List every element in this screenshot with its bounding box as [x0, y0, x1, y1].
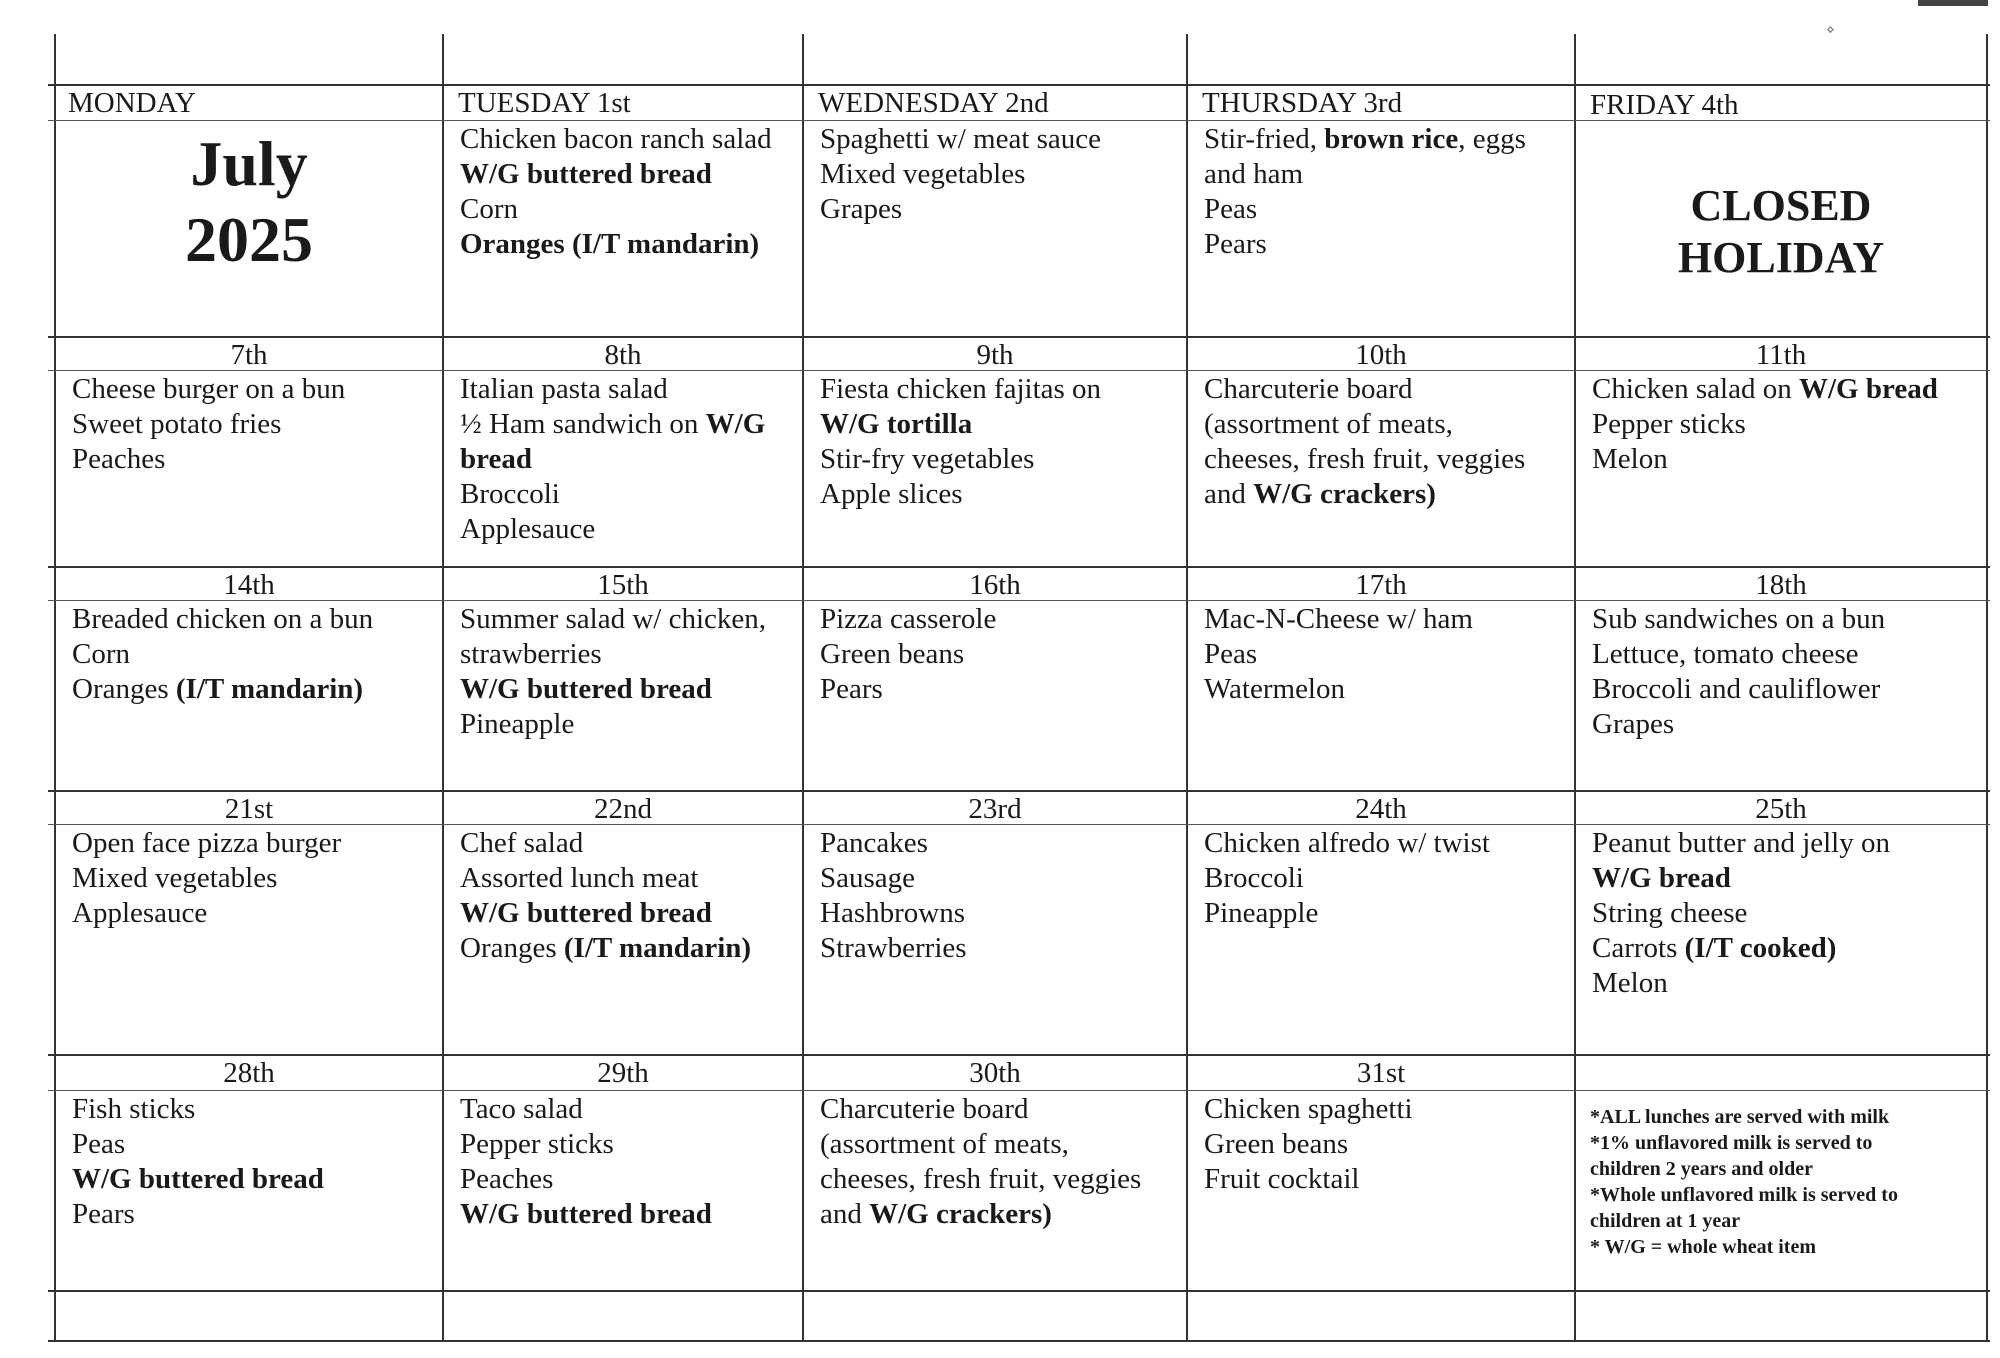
menu-item [1592, 861, 1970, 896]
menu-item [72, 861, 426, 896]
menu-text-bold: W/G bread [1592, 862, 1731, 894]
date-label-tuesday: 15th [597, 569, 649, 601]
menu-item [460, 931, 786, 966]
menu-text: Pineapple [1204, 897, 1319, 929]
menu-item [820, 372, 1170, 407]
menu-text: Mac-N-Cheese w/ ham [1204, 603, 1473, 635]
menu-cell-friday [1576, 602, 1986, 742]
menu-text: Broccoli [1204, 862, 1304, 894]
page-corner-mark [1918, 0, 1988, 6]
menu-text: Watermelon [1204, 673, 1345, 705]
menu-text: Chicken spaghetti [1204, 1093, 1413, 1125]
menu-text: Breaded chicken on a bun [72, 603, 374, 635]
menu-item [820, 672, 1170, 707]
note-line: * W/G = whole wheat item [1590, 1236, 1817, 1258]
grid-line [1986, 34, 1988, 1342]
menu-item [460, 1162, 786, 1197]
menu-item [1204, 122, 1558, 157]
menu-cell-thursday [1188, 826, 1574, 931]
menu-text: Mixed vegetables [820, 158, 1026, 190]
menu-text-bold: (I/T mandarin) [175, 673, 364, 705]
menu-cell-friday [1576, 826, 1986, 1001]
menu-text-bold: bread [460, 443, 532, 475]
menu-text: and ham [1204, 158, 1304, 190]
menu-item [820, 1162, 1170, 1197]
grid-line [48, 1090, 1990, 1091]
menu-text-bold: W/G bread [1798, 373, 1938, 405]
menu-item [1592, 826, 1970, 861]
menu-text-bold: W/G buttered bread [72, 1163, 324, 1195]
menu-item [1592, 407, 1970, 442]
menu-item [460, 1127, 786, 1162]
menu-text-bold: (I/T mandarin) [563, 932, 752, 964]
menu-cell-tuesday-1st [444, 122, 802, 262]
date-label-friday: 11th [1755, 339, 1807, 371]
year-title: 2025 [185, 204, 313, 275]
menu-cell-thursday-3rd [1188, 122, 1574, 262]
menu-text: Hashbrowns [820, 897, 965, 929]
menu-text: Peanut butter and jelly on [1592, 827, 1890, 859]
note-line: *1% unflavored milk is served to [1590, 1132, 1873, 1154]
menu-text: Pears [1204, 228, 1267, 260]
menu-text-bold: brown rice [1324, 123, 1459, 155]
menu-item [1204, 1092, 1558, 1127]
menu-item [1592, 637, 1970, 672]
menu-cell-wednesday [804, 826, 1186, 966]
menu-text: Corn [72, 638, 130, 670]
menu-item [460, 157, 786, 192]
menu-item [820, 442, 1170, 477]
menu-text: Assorted lunch meat [460, 862, 699, 894]
menu-item [72, 1127, 426, 1162]
menu-text: Green beans [1204, 1128, 1349, 1160]
grid-line [48, 1340, 1990, 1342]
date-label-thursday: 10th [1355, 339, 1407, 371]
menu-text: Mixed vegetables [72, 862, 278, 894]
menu-item [820, 1127, 1170, 1162]
date-label-wednesday: 16th [969, 569, 1021, 601]
menu-item [820, 861, 1170, 896]
menu-text-bold: W/G buttered bread [460, 1198, 712, 1230]
menu-text: Italian pasta salad [460, 373, 668, 405]
menu-item [1204, 477, 1558, 512]
milk-notes [1576, 1104, 1986, 1260]
menu-text: Open face pizza burger [72, 827, 342, 859]
menu-text: Green beans [820, 638, 965, 670]
menu-cell-friday [1576, 372, 1986, 477]
note-line: *ALL lunches are served with milk [1590, 1106, 1890, 1128]
menu-text: and [1204, 478, 1254, 510]
menu-text: Pineapple [460, 708, 575, 740]
date-label-wednesday: 9th [976, 339, 1014, 371]
menu-item [1592, 672, 1970, 707]
menu-text: and [820, 1198, 870, 1230]
grid-line [48, 1290, 1990, 1292]
menu-text: Peaches [460, 1163, 554, 1195]
header-monday: MONDAY [68, 87, 196, 119]
menu-text: Taco salad [460, 1093, 583, 1125]
menu-text: Summer salad w/ chicken, [460, 603, 767, 635]
date-label-tuesday: 8th [604, 339, 642, 371]
menu-text: Peas [1204, 193, 1258, 225]
menu-item [460, 826, 786, 861]
menu-text: Pepper sticks [1592, 408, 1746, 440]
menu-text-bold: W/G [705, 408, 766, 440]
menu-item [1204, 826, 1558, 861]
menu-text: Pears [820, 673, 883, 705]
menu-item [460, 896, 786, 931]
menu-item [1204, 442, 1558, 477]
menu-item [460, 707, 786, 742]
menu-item [1592, 372, 1970, 407]
menu-text: Chef salad [460, 827, 584, 859]
menu-item [460, 477, 786, 512]
scan-speck: ⋄ [1826, 23, 1835, 38]
menu-item [820, 602, 1170, 637]
menu-text: Grapes [820, 193, 903, 225]
menu-cell-tuesday [444, 602, 802, 742]
menu-text: Broccoli and cauliflower [1592, 673, 1881, 705]
menu-text: Peaches [72, 443, 166, 475]
note-line: *Whole unflavored milk is served to [1590, 1184, 1898, 1206]
menu-text: (assortment of meats, [820, 1128, 1069, 1160]
menu-item [72, 1162, 426, 1197]
menu-item [1204, 157, 1558, 192]
note-line: children 2 years and older [1590, 1158, 1813, 1180]
closed-label: CLOSED [1690, 181, 1872, 230]
date-label-monday: 21st [224, 793, 274, 825]
menu-text: Oranges [460, 932, 564, 964]
menu-item [460, 861, 786, 896]
menu-text: Charcuterie board [820, 1093, 1029, 1125]
menu-cell-tuesday [444, 826, 802, 966]
menu-text: Sausage [820, 862, 916, 894]
date-label-thursday: 17th [1355, 569, 1407, 601]
menu-item [460, 512, 786, 547]
menu-item [1204, 192, 1558, 227]
menu-cell-wednesday-2nd [804, 122, 1186, 227]
menu-text: Applesauce [72, 897, 208, 929]
date-label-wednesday: 23rd [968, 793, 1022, 825]
menu-text: Pepper sticks [460, 1128, 614, 1160]
menu-text: Stir-fry vegetables [820, 443, 1035, 475]
menu-item [1592, 442, 1970, 477]
header-tuesday: TUESDAY 1st [458, 87, 631, 119]
menu-text: Chicken salad on [1592, 373, 1799, 405]
menu-item [1592, 602, 1970, 637]
header-thursday: THURSDAY 3rd [1202, 87, 1403, 119]
menu-item [460, 227, 786, 262]
menu-item [820, 1092, 1170, 1127]
month-title: July [190, 128, 308, 199]
menu-text-bold: W/G crackers) [1253, 478, 1436, 510]
menu-text: ½ Ham sandwich on [460, 408, 706, 440]
menu-text: cheeses, fresh fruit, veggies [1204, 443, 1526, 475]
menu-text: Melon [1592, 443, 1668, 475]
menu-item [460, 1092, 786, 1127]
menu-text: Broccoli [460, 478, 560, 510]
menu-item [72, 1092, 426, 1127]
menu-text: Sweet potato fries [72, 408, 282, 440]
menu-item [820, 407, 1170, 442]
menu-cell-wednesday [804, 1092, 1186, 1232]
note-line: children at 1 year [1590, 1210, 1741, 1232]
menu-item [460, 407, 786, 442]
menu-item [460, 372, 786, 407]
menu-text: Apple slices [820, 478, 963, 510]
menu-item [1592, 966, 1970, 1001]
menu-cell-monday [56, 1092, 442, 1232]
menu-item [72, 602, 426, 637]
menu-item [1204, 637, 1558, 672]
date-label-tuesday: 29th [597, 1057, 649, 1089]
menu-item [820, 896, 1170, 931]
menu-text-bold: W/G tortilla [820, 408, 973, 440]
menu-text: Pizza casserole [820, 603, 997, 635]
menu-text: Charcuterie board [1204, 373, 1413, 405]
menu-item [72, 407, 426, 442]
menu-cell-wednesday [804, 372, 1186, 512]
date-label-monday: 7th [230, 339, 268, 371]
menu-cell-monday [56, 372, 442, 477]
menu-cell-wednesday [804, 602, 1186, 707]
menu-item [72, 826, 426, 861]
menu-item [820, 477, 1170, 512]
menu-cell-tuesday [444, 1092, 802, 1232]
menu-text: strawberries [460, 638, 602, 670]
menu-text: Peas [72, 1128, 126, 1160]
menu-text: Melon [1592, 967, 1668, 999]
menu-text: Lettuce, tomato cheese [1592, 638, 1859, 670]
menu-item [460, 442, 786, 477]
menu-item [820, 122, 1170, 157]
menu-text: Chicken bacon ranch salad [460, 123, 772, 155]
menu-item [1592, 707, 1970, 742]
date-label-thursday: 24th [1355, 793, 1407, 825]
menu-item [72, 442, 426, 477]
menu-text: Pancakes [820, 827, 928, 859]
menu-text: (assortment of meats, [1204, 408, 1453, 440]
menu-item [820, 192, 1170, 227]
menu-cell-tuesday [444, 372, 802, 547]
menu-item [1204, 1162, 1558, 1197]
menu-item [1204, 372, 1558, 407]
menu-item [820, 826, 1170, 861]
menu-item [1204, 861, 1558, 896]
header-wednesday: WEDNESDAY 2nd [818, 87, 1049, 119]
menu-item [820, 1197, 1170, 1232]
menu-text: Spaghetti w/ meat sauce [820, 123, 1102, 155]
menu-item [72, 1197, 426, 1232]
menu-item [820, 157, 1170, 192]
date-label-monday: 28th [223, 1057, 275, 1089]
menu-text: , eggs [1458, 123, 1526, 155]
menu-item [72, 672, 426, 707]
menu-item [460, 122, 786, 157]
menu-text: Sub sandwiches on a bun [1592, 603, 1886, 635]
menu-text: Grapes [1592, 708, 1675, 740]
menu-cell-thursday [1188, 602, 1574, 707]
menu-item [1592, 931, 1970, 966]
date-label-tuesday: 22nd [594, 793, 652, 825]
menu-item [460, 637, 786, 672]
menu-item [460, 672, 786, 707]
menu-cell-monday [56, 602, 442, 707]
menu-text: Corn [460, 193, 518, 225]
menu-item [72, 896, 426, 931]
menu-item [1204, 407, 1558, 442]
menu-text: Applesauce [460, 513, 596, 545]
menu-cell-monday [56, 826, 442, 931]
menu-cell-thursday [1188, 1092, 1574, 1197]
menu-text-bold: W/G buttered bread [460, 897, 712, 929]
menu-item [1204, 896, 1558, 931]
menu-text: Stir-fried, [1204, 123, 1325, 155]
menu-item [820, 931, 1170, 966]
menu-item [460, 602, 786, 637]
date-label-friday: 18th [1755, 569, 1807, 601]
menu-text: Chicken alfredo w/ twist [1204, 827, 1490, 859]
menu-text-bold: Oranges (I/T mandarin) [460, 228, 760, 260]
lunch-menu-calendar [48, 34, 1990, 1342]
menu-text: Cheese burger on a bun [72, 373, 346, 405]
date-label-friday: 25th [1755, 793, 1807, 825]
menu-text: Peas [1204, 638, 1258, 670]
menu-text: cheeses, fresh fruit, veggies [820, 1163, 1142, 1195]
menu-item [1204, 1127, 1558, 1162]
date-label-monday: 14th [223, 569, 275, 601]
menu-item [460, 1197, 786, 1232]
menu-text-bold: W/G buttered bread [460, 673, 712, 705]
menu-item [820, 637, 1170, 672]
header-friday: FRIDAY 4th [1590, 89, 1739, 121]
menu-item [460, 192, 786, 227]
menu-text: Fiesta chicken fajitas on [820, 373, 1102, 405]
menu-item [72, 637, 426, 672]
menu-item [1204, 602, 1558, 637]
menu-text-bold: W/G crackers) [869, 1198, 1052, 1230]
date-label-wednesday: 30th [969, 1057, 1021, 1089]
menu-text: Fruit cocktail [1204, 1163, 1360, 1195]
menu-text: Pears [72, 1198, 135, 1230]
menu-text: Fish sticks [72, 1093, 196, 1125]
menu-item [1204, 227, 1558, 262]
menu-text-bold: (I/T cooked) [1684, 932, 1837, 964]
menu-text-bold: W/G buttered bread [460, 158, 712, 190]
menu-text: Carrots [1592, 932, 1685, 964]
holiday-label: HOLIDAY [1677, 233, 1885, 282]
menu-cell-thursday [1188, 372, 1574, 512]
menu-item [72, 372, 426, 407]
menu-text: String cheese [1592, 897, 1748, 929]
date-label-thursday: 31st [1356, 1057, 1406, 1089]
menu-text: Oranges [72, 673, 176, 705]
menu-text: Strawberries [820, 932, 967, 964]
menu-item [1592, 896, 1970, 931]
menu-item [1204, 672, 1558, 707]
